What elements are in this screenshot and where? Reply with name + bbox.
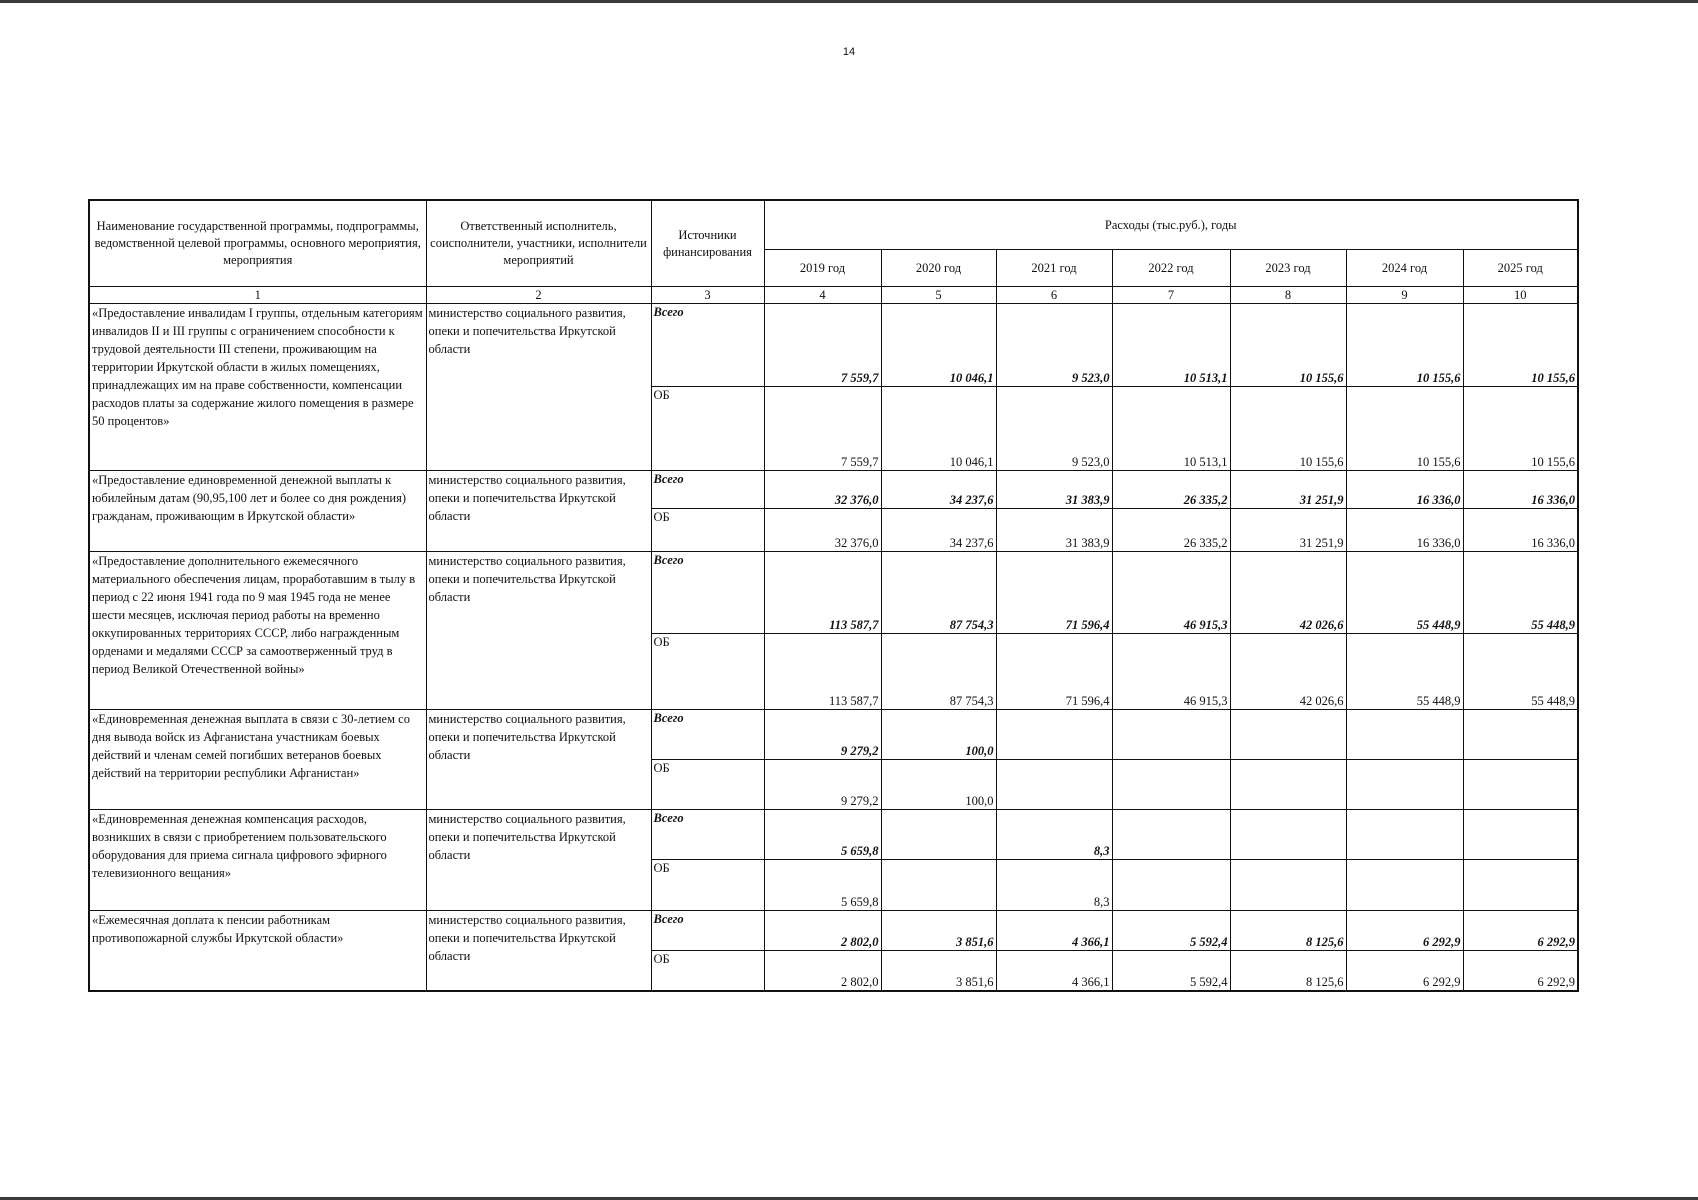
ob-value-cell: 31 251,9: [1230, 509, 1346, 552]
total-value-cell: 87 754,3: [881, 552, 996, 634]
header-year: 2019 год: [764, 250, 881, 287]
activity-executor: министерство социального развития, опеки и попечительства Иркутской области: [426, 810, 651, 911]
total-value-cell: 10 046,1: [881, 304, 996, 387]
total-value-cell: 46 915,3: [1112, 552, 1230, 634]
total-value-cell: [1463, 810, 1578, 860]
activity-executor: министерство социального развития, опеки и попечительства Иркутской области: [426, 471, 651, 552]
column-number: 3: [651, 287, 764, 304]
total-value-cell: [1346, 810, 1463, 860]
header-year: 2021 год: [996, 250, 1112, 287]
activity-name: «Предоставление дополнительного ежемесячного материального обеспечения лицам, проработавшим в тылу в период с 22 июня 1941 года по 9 мая 1945 года не менее шести месяцев, исключая период работы на временно оккупированных территориях СССР, либо награжденным орденами и медалями СССР за самоотверженный труд в период Великой Отечественной войны»: [89, 552, 426, 710]
column-number: 1: [89, 287, 426, 304]
total-value-cell: 100,0: [881, 710, 996, 760]
ob-value-cell: [1463, 860, 1578, 911]
activity-name: «Предоставление инвалидам I группы, отдельным категориям инвалидов II и III группы с ограничением способности к трудовой деятельности III степени, проживающим на территории Иркутской области в жилых помещениях, принадлежащих им на праве собственности, компенсации расходов платы за содержание жилого помещения в размере 50 процентов»: [89, 304, 426, 471]
ob-value-cell: 46 915,3: [1112, 634, 1230, 710]
activity-row-total: [89, 911, 1578, 951]
activity-row-total: [89, 471, 1578, 509]
ob-value-cell: 71 596,4: [996, 634, 1112, 710]
ob-value-cell: [881, 860, 996, 911]
source-ob-label: ОБ: [651, 387, 764, 471]
header-year: 2025 год: [1463, 250, 1578, 287]
total-value-cell: 5 592,4: [1112, 911, 1230, 951]
ob-value-cell: 10 155,6: [1463, 387, 1578, 471]
total-value-cell: [1230, 810, 1346, 860]
total-value-cell: [1346, 710, 1463, 760]
header-source-column: Источники финансирования: [651, 200, 764, 287]
source-ob-label: ОБ: [651, 860, 764, 911]
source-ob-label: ОБ: [651, 634, 764, 710]
column-number: 2: [426, 287, 651, 304]
activity-row-total: [89, 810, 1578, 860]
column-number: 6: [996, 287, 1112, 304]
total-value-cell: 10 155,6: [1463, 304, 1578, 387]
header-year: 2022 год: [1112, 250, 1230, 287]
total-value-cell: 9 523,0: [996, 304, 1112, 387]
header-year: 2020 год: [881, 250, 996, 287]
ob-value-cell: 10 513,1: [1112, 387, 1230, 471]
total-value-cell: [881, 810, 996, 860]
source-total-label: Всего: [651, 911, 764, 951]
total-value-cell: 7 559,7: [764, 304, 881, 387]
ob-value-cell: [1463, 760, 1578, 810]
header-executor-column: Ответственный исполнитель, соисполнители, участники, исполнители мероприятий: [426, 200, 651, 287]
activity-name: «Предоставление единовременной денежной выплаты к юбилейным датам (90,95,100 лет и более со дня рождения) гражданам, проживающим в Иркутской области»: [89, 471, 426, 552]
source-total-label: Всего: [651, 710, 764, 760]
ob-value-cell: 16 336,0: [1463, 509, 1578, 552]
ob-value-cell: 87 754,3: [881, 634, 996, 710]
ob-value-cell: [1112, 860, 1230, 911]
total-value-cell: [1112, 810, 1230, 860]
total-value-cell: 42 026,6: [1230, 552, 1346, 634]
activity-name: «Единовременная денежная компенсация расходов, возникших в связи с приобретением пользовательского оборудования для приема сигнала цифрового эфирного телевизионного вещания»: [89, 810, 426, 911]
total-value-cell: 6 292,9: [1463, 911, 1578, 951]
ob-value-cell: 9 279,2: [764, 760, 881, 810]
total-value-cell: 71 596,4: [996, 552, 1112, 634]
total-value-cell: 6 292,9: [1346, 911, 1463, 951]
total-value-cell: 3 851,6: [881, 911, 996, 951]
ob-value-cell: 42 026,6: [1230, 634, 1346, 710]
scan-edge-top: [0, 0, 1698, 3]
header-name-column: Наименование государственной программы, подпрограммы, ведомственной целевой программы, основного мероприятия, мероприятия: [89, 200, 426, 287]
activity-row-total: [89, 552, 1578, 634]
total-value-cell: 9 279,2: [764, 710, 881, 760]
activity-name: «Ежемесячная доплата к пенсии работникам противопожарной службы Иркутской области»: [89, 911, 426, 991]
ob-value-cell: 32 376,0: [764, 509, 881, 552]
ob-value-cell: 5 592,4: [1112, 951, 1230, 991]
total-value-cell: 10 155,6: [1346, 304, 1463, 387]
ob-value-cell: 34 237,6: [881, 509, 996, 552]
total-value-cell: 31 251,9: [1230, 471, 1346, 509]
ob-value-cell: 8 125,6: [1230, 951, 1346, 991]
total-value-cell: 32 376,0: [764, 471, 881, 509]
total-value-cell: [996, 710, 1112, 760]
ob-value-cell: [1112, 760, 1230, 810]
total-value-cell: 34 237,6: [881, 471, 996, 509]
activity-executor: министерство социального развития, опеки и попечительства Иркутской области: [426, 710, 651, 810]
ob-value-cell: 3 851,6: [881, 951, 996, 991]
source-ob-label: ОБ: [651, 760, 764, 810]
ob-value-cell: 2 802,0: [764, 951, 881, 991]
ob-value-cell: 7 559,7: [764, 387, 881, 471]
ob-value-cell: 5 659,8: [764, 860, 881, 911]
total-value-cell: 16 336,0: [1346, 471, 1463, 509]
total-value-cell: 113 587,7: [764, 552, 881, 634]
ob-value-cell: 6 292,9: [1463, 951, 1578, 991]
ob-value-cell: 113 587,7: [764, 634, 881, 710]
total-value-cell: [1112, 710, 1230, 760]
column-number: 5: [881, 287, 996, 304]
ob-value-cell: 16 336,0: [1346, 509, 1463, 552]
page-number: 14: [842, 46, 856, 58]
total-value-cell: 4 366,1: [996, 911, 1112, 951]
total-value-cell: 2 802,0: [764, 911, 881, 951]
ob-value-cell: 10 155,6: [1346, 387, 1463, 471]
activity-row-total: [89, 710, 1578, 760]
total-value-cell: 26 335,2: [1112, 471, 1230, 509]
activity-executor: министерство социального развития, опеки и попечительства Иркутской области: [426, 911, 651, 991]
total-value-cell: 16 336,0: [1463, 471, 1578, 509]
activity-executor: министерство социального развития, опеки и попечительства Иркутской области: [426, 552, 651, 710]
ob-value-cell: 100,0: [881, 760, 996, 810]
source-total-label: Всего: [651, 810, 764, 860]
activity-name: «Единовременная денежная выплата в связи с 30-летием со дня вывода войск из Афганистана участникам боевых действий и членам семей погибших ветеранов боевых действий на территории республики Афганистан»: [89, 710, 426, 810]
activity-row-total: [89, 304, 1578, 387]
ob-value-cell: 31 383,9: [996, 509, 1112, 552]
ob-value-cell: [1230, 860, 1346, 911]
ob-value-cell: 55 448,9: [1346, 634, 1463, 710]
ob-value-cell: [996, 760, 1112, 810]
ob-value-cell: 4 366,1: [996, 951, 1112, 991]
total-value-cell: 10 513,1: [1112, 304, 1230, 387]
ob-value-cell: 26 335,2: [1112, 509, 1230, 552]
ob-value-cell: 55 448,9: [1463, 634, 1578, 710]
column-number: 7: [1112, 287, 1230, 304]
ob-value-cell: 8,3: [996, 860, 1112, 911]
column-number: 9: [1346, 287, 1463, 304]
total-value-cell: 8,3: [996, 810, 1112, 860]
header-year: 2024 год: [1346, 250, 1463, 287]
activity-executor: министерство социального развития, опеки и попечительства Иркутской области: [426, 304, 651, 471]
source-total-label: Всего: [651, 552, 764, 634]
source-total-label: Всего: [651, 304, 764, 387]
expenses-table: [88, 199, 1579, 992]
header-year: 2023 год: [1230, 250, 1346, 287]
total-value-cell: 31 383,9: [996, 471, 1112, 509]
source-ob-label: ОБ: [651, 951, 764, 991]
ob-value-cell: 6 292,9: [1346, 951, 1463, 991]
ob-value-cell: 9 523,0: [996, 387, 1112, 471]
total-value-cell: [1230, 710, 1346, 760]
total-value-cell: 5 659,8: [764, 810, 881, 860]
ob-value-cell: [1346, 760, 1463, 810]
header-expenses-group: Расходы (тыс.руб.), годы: [764, 200, 1578, 250]
total-value-cell: 55 448,9: [1463, 552, 1578, 634]
ob-value-cell: 10 046,1: [881, 387, 996, 471]
total-value-cell: 10 155,6: [1230, 304, 1346, 387]
total-value-cell: 55 448,9: [1346, 552, 1463, 634]
column-number: 8: [1230, 287, 1346, 304]
ob-value-cell: 10 155,6: [1230, 387, 1346, 471]
total-value-cell: [1463, 710, 1578, 760]
column-number: 10: [1463, 287, 1578, 304]
source-total-label: Всего: [651, 471, 764, 509]
ob-value-cell: [1230, 760, 1346, 810]
ob-value-cell: [1346, 860, 1463, 911]
total-value-cell: 8 125,6: [1230, 911, 1346, 951]
column-number-row: [89, 287, 1578, 304]
source-ob-label: ОБ: [651, 509, 764, 552]
column-number: 4: [764, 287, 881, 304]
